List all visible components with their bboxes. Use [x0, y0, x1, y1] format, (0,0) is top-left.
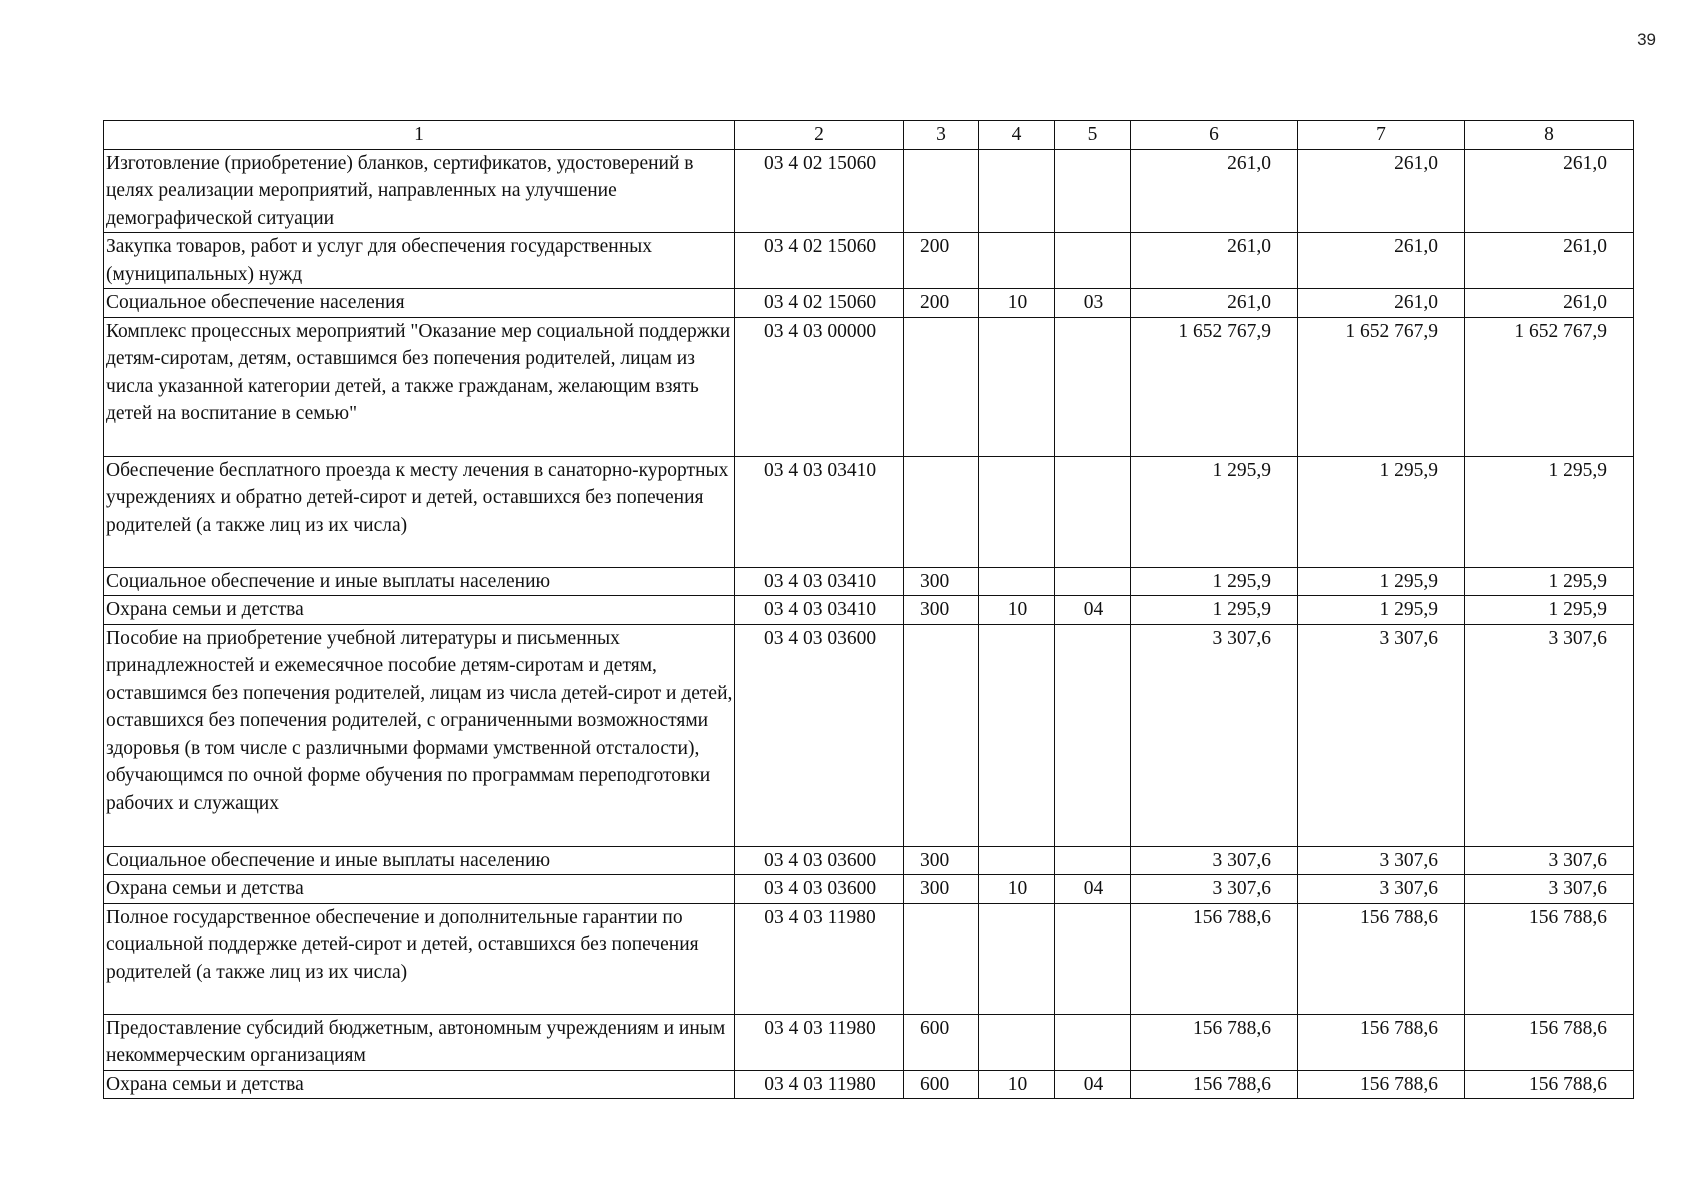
- row-col3: 300: [904, 596, 979, 625]
- table-row: [104, 233, 1634, 289]
- row-code: 03 4 03 03410: [735, 567, 904, 596]
- row-name: Обеспечение бесплатного проезда к месту лечения в санаторно-курортных учреждениях и обратно детей-сирот и детей, оставшихся без попечения родителей (а также лиц из их числа): [104, 456, 735, 567]
- row-col5: 03: [1055, 289, 1131, 318]
- row-col7: 1 295,9: [1298, 596, 1465, 625]
- row-col5: 04: [1055, 596, 1131, 625]
- column-header: 3: [904, 121, 979, 150]
- row-code: 03 4 03 03600: [735, 875, 904, 904]
- row-name: Социальное обеспечение и иные выплаты населению: [104, 567, 735, 596]
- row-col6: 1 295,9: [1131, 596, 1298, 625]
- column-header: 1: [104, 121, 735, 150]
- row-col8: 1 295,9: [1465, 596, 1634, 625]
- row-col6: 1 652 767,9: [1131, 317, 1298, 456]
- column-header: 8: [1465, 121, 1634, 150]
- row-col5: [1055, 317, 1131, 456]
- row-name: Социальное обеспечение и иные выплаты населению: [104, 846, 735, 875]
- row-col4: [979, 846, 1055, 875]
- row-col4: [979, 233, 1055, 289]
- table-row: [104, 1014, 1634, 1070]
- column-header: 4: [979, 121, 1055, 150]
- header-row: [104, 121, 1634, 150]
- row-col8: 261,0: [1465, 289, 1634, 318]
- row-col6: 3 307,6: [1131, 875, 1298, 904]
- row-col4: 10: [979, 875, 1055, 904]
- table-row: [104, 567, 1634, 596]
- table-row: [104, 875, 1634, 904]
- row-col5: [1055, 903, 1131, 1014]
- row-col5: [1055, 149, 1131, 233]
- row-col7: 156 788,6: [1298, 1070, 1465, 1099]
- row-code: 03 4 03 03410: [735, 456, 904, 567]
- row-col5: 04: [1055, 875, 1131, 904]
- row-col7: 1 295,9: [1298, 456, 1465, 567]
- row-col6: 3 307,6: [1131, 846, 1298, 875]
- row-code: 03 4 03 11980: [735, 1014, 904, 1070]
- column-header: 5: [1055, 121, 1131, 150]
- row-name: Закупка товаров, работ и услуг для обеспечения государственных (муниципальных) нужд: [104, 233, 735, 289]
- row-name: Социальное обеспечение населения: [104, 289, 735, 318]
- row-col8: 1 295,9: [1465, 456, 1634, 567]
- row-col4: [979, 567, 1055, 596]
- budget-table: [103, 120, 1634, 1099]
- row-col5: [1055, 624, 1131, 846]
- row-col6: 156 788,6: [1131, 1014, 1298, 1070]
- row-col8: 3 307,6: [1465, 624, 1634, 846]
- row-col8: 1 652 767,9: [1465, 317, 1634, 456]
- row-name: Охрана семьи и детства: [104, 875, 735, 904]
- column-header: 7: [1298, 121, 1465, 150]
- row-col8: 261,0: [1465, 233, 1634, 289]
- row-col7: 261,0: [1298, 233, 1465, 289]
- row-col4: [979, 317, 1055, 456]
- row-col4: [979, 1014, 1055, 1070]
- row-col7: 156 788,6: [1298, 903, 1465, 1014]
- row-col5: [1055, 846, 1131, 875]
- row-code: 03 4 02 15060: [735, 149, 904, 233]
- row-name: Полное государственное обеспечение и дополнительные гарантии по социальной поддержке детей-сирот и детей, оставшихся без попечения родителей (а также лиц из их числа): [104, 903, 735, 1014]
- row-code: 03 4 03 03600: [735, 624, 904, 846]
- row-name: Охрана семьи и детства: [104, 1070, 735, 1099]
- table-row: [104, 596, 1634, 625]
- row-name: Пособие на приобретение учебной литературы и письменных принадлежностей и ежемесячное пособие детям-сиротам и детям, оставшимся без попечения родителей, лицам из числа детей-сирот и детей, оставшихся без попечения родителей, с ограниченными возможностями здоровья (в том числе с различными формами умственной отсталости), обучающимся по очной форме обучения по программам переподготовки рабочих и служащих: [104, 624, 735, 846]
- row-col3: [904, 624, 979, 846]
- row-code: 03 4 03 03600: [735, 846, 904, 875]
- row-col8: 3 307,6: [1465, 875, 1634, 904]
- table-row: [104, 903, 1634, 1014]
- row-col3: 300: [904, 875, 979, 904]
- row-code: 03 4 03 00000: [735, 317, 904, 456]
- row-col5: [1055, 233, 1131, 289]
- row-col8: 3 307,6: [1465, 846, 1634, 875]
- row-col4: [979, 903, 1055, 1014]
- row-col7: 261,0: [1298, 289, 1465, 318]
- row-col3: 200: [904, 289, 979, 318]
- row-col7: 156 788,6: [1298, 1014, 1465, 1070]
- row-name: Предоставление субсидий бюджетным, автономным учреждениям и иным некоммерческим организациям: [104, 1014, 735, 1070]
- row-col6: 3 307,6: [1131, 624, 1298, 846]
- row-col3: [904, 903, 979, 1014]
- table-row: [104, 317, 1634, 456]
- row-col4: [979, 624, 1055, 846]
- row-col7: 3 307,6: [1298, 875, 1465, 904]
- row-col5: 04: [1055, 1070, 1131, 1099]
- row-col6: 156 788,6: [1131, 903, 1298, 1014]
- row-col4: 10: [979, 289, 1055, 318]
- row-code: 03 4 02 15060: [735, 289, 904, 318]
- row-code: 03 4 03 03410: [735, 596, 904, 625]
- row-code: 03 4 02 15060: [735, 233, 904, 289]
- row-col3: 200: [904, 233, 979, 289]
- row-col3: 300: [904, 567, 979, 596]
- row-name: Охрана семьи и детства: [104, 596, 735, 625]
- table-row: [104, 149, 1634, 233]
- table-row: [104, 1070, 1634, 1099]
- row-col3: [904, 317, 979, 456]
- row-col7: 3 307,6: [1298, 624, 1465, 846]
- row-col5: [1055, 456, 1131, 567]
- row-col3: 600: [904, 1014, 979, 1070]
- row-col6: 261,0: [1131, 233, 1298, 289]
- row-code: 03 4 03 11980: [735, 903, 904, 1014]
- row-col6: 156 788,6: [1131, 1070, 1298, 1099]
- table-row: [104, 846, 1634, 875]
- row-col8: 156 788,6: [1465, 903, 1634, 1014]
- row-col7: 3 307,6: [1298, 846, 1465, 875]
- row-col5: [1055, 567, 1131, 596]
- row-col3: 300: [904, 846, 979, 875]
- row-col3: 600: [904, 1070, 979, 1099]
- table-row: [104, 289, 1634, 318]
- row-col6: 1 295,9: [1131, 567, 1298, 596]
- row-col4: [979, 456, 1055, 567]
- row-col7: 1 652 767,9: [1298, 317, 1465, 456]
- row-col3: [904, 456, 979, 567]
- row-code: 03 4 03 11980: [735, 1070, 904, 1099]
- row-name: Комплекс процессных мероприятий "Оказание мер социальной поддержки детям-сиротам, детям, оставшимся без попечения родителей, лицам из числа указанной категории детей, а также гражданам, желающим взять детей на воспитание в семью": [104, 317, 735, 456]
- row-col6: 1 295,9: [1131, 456, 1298, 567]
- row-col4: 10: [979, 596, 1055, 625]
- row-col3: [904, 149, 979, 233]
- column-header: 6: [1131, 121, 1298, 150]
- row-col8: 1 295,9: [1465, 567, 1634, 596]
- page-number: 39: [1637, 30, 1656, 49]
- table-row: [104, 624, 1634, 846]
- row-col4: 10: [979, 1070, 1055, 1099]
- row-col7: 261,0: [1298, 149, 1465, 233]
- row-col8: 261,0: [1465, 149, 1634, 233]
- row-col8: 156 788,6: [1465, 1014, 1634, 1070]
- column-header: 2: [735, 121, 904, 150]
- row-col4: [979, 149, 1055, 233]
- row-col7: 1 295,9: [1298, 567, 1465, 596]
- row-name: Изготовление (приобретение) бланков, сертификатов, удостоверений в целях реализации мероприятий, направленных на улучшение демографической ситуации: [104, 149, 735, 233]
- row-col6: 261,0: [1131, 289, 1298, 318]
- row-col5: [1055, 1014, 1131, 1070]
- row-col8: 156 788,6: [1465, 1070, 1634, 1099]
- table-row: [104, 456, 1634, 567]
- row-col6: 261,0: [1131, 149, 1298, 233]
